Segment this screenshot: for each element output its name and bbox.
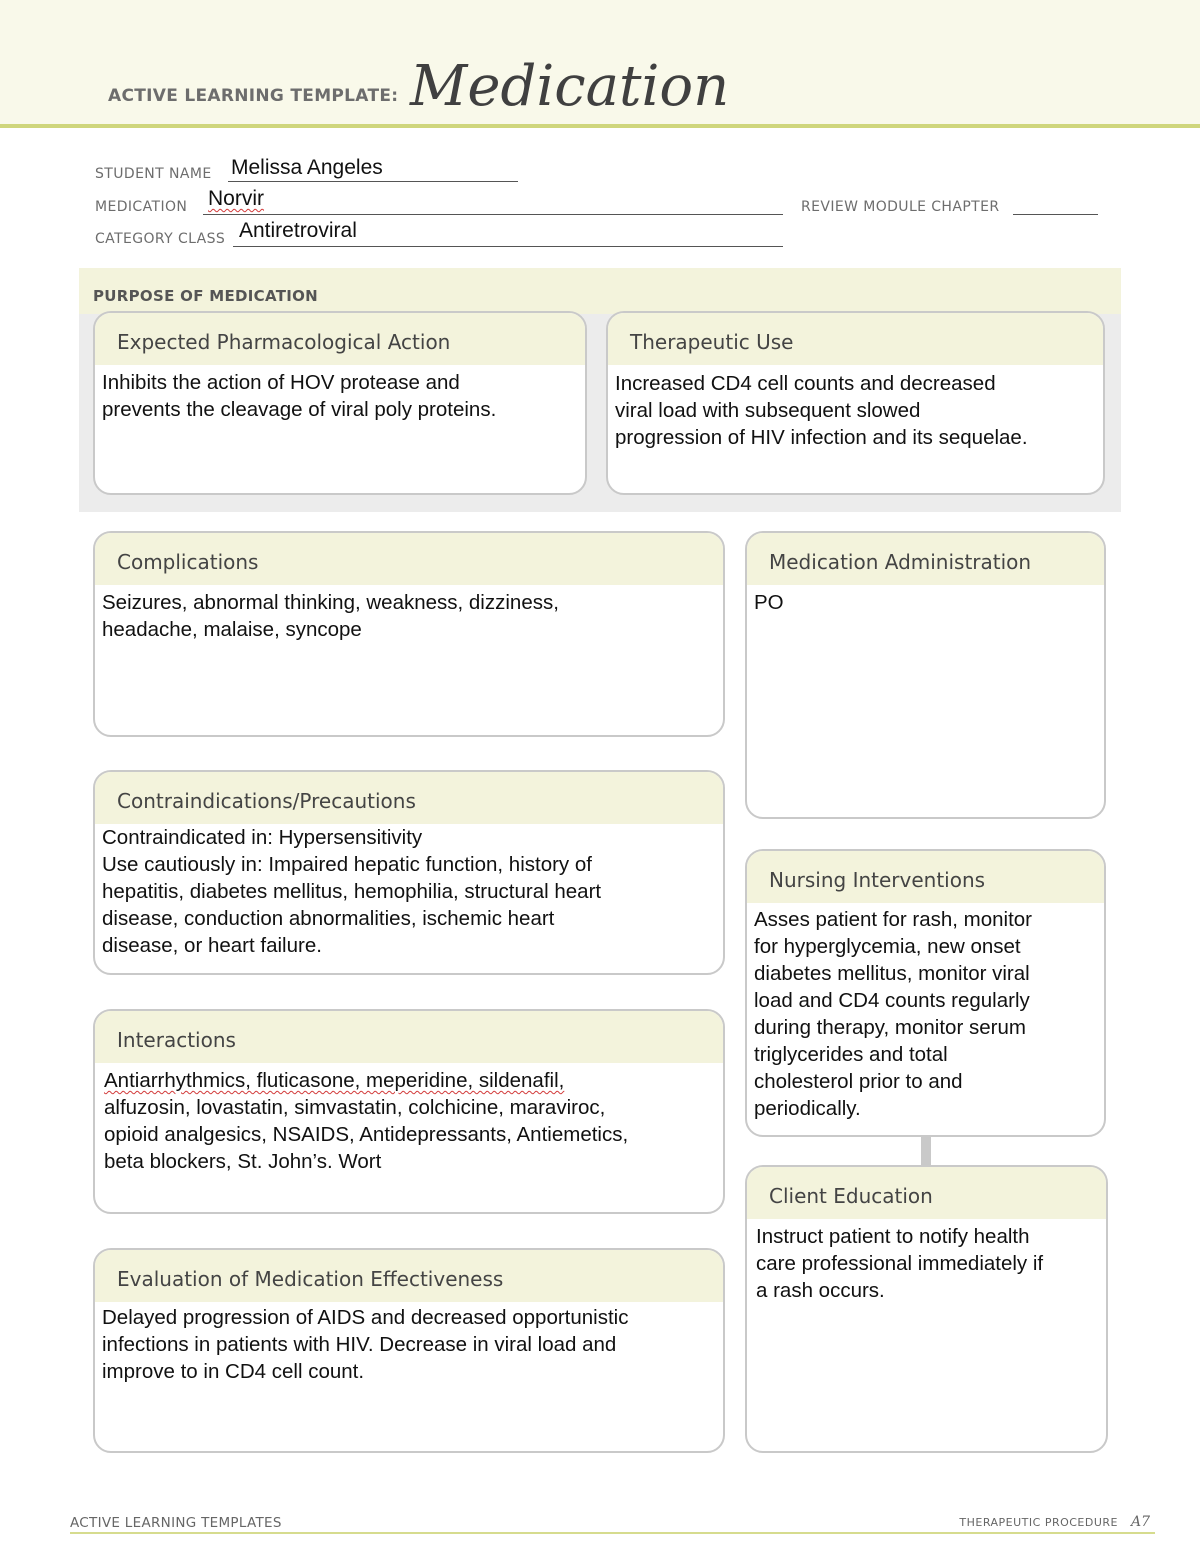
- medication-value[interactable]: Norvir: [208, 187, 264, 210]
- text-line: infections in patients with HIV. Decrease in viral load and: [102, 1333, 617, 1356]
- footer-right: THERAPEUTIC PROCEDURE: [959, 1516, 1118, 1529]
- nursing-interventions-title: Nursing Interventions: [747, 851, 1104, 903]
- text-line: Delayed progression of AIDS and decreased opportunistic: [102, 1306, 629, 1329]
- category-class-line: [233, 246, 783, 247]
- purpose-title: PURPOSE OF MEDICATION: [93, 287, 319, 305]
- text-line: diabetes mellitus, monitor viral: [754, 962, 1030, 985]
- administration-text: [747, 585, 1104, 616]
- contraindications-title: Contraindications/Precautions: [95, 772, 723, 824]
- text-line: cholesterol prior to and: [754, 1070, 963, 1093]
- text-line: a rash occurs.: [756, 1279, 885, 1302]
- text-line: Use cautiously in: Impaired hepatic function, history of: [102, 853, 592, 876]
- category-class-label: CATEGORY CLASS: [95, 231, 226, 247]
- text-line: Contraindicated in: Hypersensitivity: [102, 826, 423, 849]
- box-connector: [921, 1136, 931, 1166]
- header-rule: [0, 124, 1200, 128]
- text-line: alfuzosin, lovastatin, simvastatin, colchicine, maraviroc,: [104, 1096, 606, 1119]
- administration-box[interactable]: [745, 531, 1106, 819]
- review-module-label: REVIEW MODULE CHAPTER: [801, 199, 1000, 215]
- text-line: care professional immediately if: [756, 1252, 1044, 1275]
- therapeutic-use-text: [608, 365, 1103, 451]
- review-module-line[interactable]: [1013, 214, 1098, 215]
- student-name-value[interactable]: Melissa Angeles: [231, 156, 383, 179]
- text-line: triglycerides and total: [754, 1043, 948, 1066]
- nursing-interventions-text: [747, 903, 1104, 1122]
- medication-line: [203, 214, 783, 215]
- text-line: prevents the cleavage of viral poly proteins.: [102, 398, 497, 421]
- therapeutic-use-title: Therapeutic Use: [608, 313, 1103, 365]
- text-line: progression of HIV infection and its sequelae.: [615, 426, 1028, 449]
- client-education-text: [747, 1219, 1106, 1304]
- text-line: for hyperglycemia, new onset: [754, 935, 1021, 958]
- text-line: improve to in CD4 cell count.: [102, 1360, 365, 1383]
- medication-label: MEDICATION: [95, 199, 188, 215]
- text-line: Asses patient for rash, monitor: [754, 908, 1033, 931]
- footer-left: ACTIVE LEARNING TEMPLATES: [70, 1515, 282, 1531]
- text-line: hepatitis, diabetes mellitus, hemophilia, structural heart: [102, 880, 602, 903]
- complications-title: Complications: [95, 533, 723, 585]
- client-education-title: Client Education: [747, 1167, 1106, 1219]
- template-label: ACTIVE LEARNING TEMPLATE:: [108, 86, 399, 106]
- footer-rule: [70, 1532, 1155, 1534]
- administration-title: Medication Administration: [747, 533, 1104, 585]
- text-line: Instruct patient to notify health: [756, 1225, 1030, 1248]
- expected-action-box[interactable]: [93, 311, 587, 495]
- expected-action-title: Expected Pharmacological Action: [95, 313, 585, 365]
- evaluation-text: [95, 1302, 723, 1385]
- text-line: during therapy, monitor serum: [754, 1016, 1026, 1039]
- text-line: disease, or heart failure.: [102, 934, 322, 957]
- student-name-line: [228, 181, 518, 182]
- page-number: A7: [1130, 1514, 1150, 1530]
- complications-box[interactable]: [93, 531, 725, 737]
- interactions-text: [95, 1063, 723, 1175]
- interactions-box[interactable]: [93, 1009, 725, 1214]
- therapeutic-use-box[interactable]: [606, 311, 1105, 495]
- text-line: viral load with subsequent slowed: [615, 399, 921, 422]
- text-line: beta blockers, St. John’s. Wort: [104, 1150, 382, 1173]
- text-line: periodically.: [754, 1097, 861, 1120]
- complications-text: [95, 585, 723, 643]
- nursing-interventions-box[interactable]: [745, 849, 1106, 1137]
- text-line: Increased CD4 cell counts and decreased: [615, 372, 996, 395]
- text-line: PO: [754, 591, 784, 614]
- text-line: disease, conduction abnormalities, ischemic heart: [102, 907, 555, 930]
- text-line: headache, malaise, syncope: [102, 618, 362, 641]
- contraindications-box[interactable]: [93, 770, 725, 975]
- evaluation-box[interactable]: [93, 1248, 725, 1453]
- interactions-title: Interactions: [95, 1011, 723, 1063]
- category-class-value[interactable]: Antiretroviral: [239, 219, 357, 242]
- text-line: Seizures, abnormal thinking, weakness, dizziness,: [102, 591, 559, 614]
- student-name-label: STUDENT NAME: [95, 166, 212, 182]
- text-line: Inhibits the action of HOV protease and: [102, 371, 460, 394]
- contraindications-text: [95, 824, 723, 959]
- template-title: Medication: [410, 54, 730, 119]
- evaluation-title: Evaluation of Medication Effectiveness: [95, 1250, 723, 1302]
- text-line: [104, 1067, 715, 1094]
- text-line: opioid analgesics, NSAIDS, Antidepressants, Antiemetics,: [104, 1123, 629, 1146]
- text-line: load and CD4 counts regularly: [754, 989, 1030, 1012]
- client-education-box[interactable]: [745, 1165, 1108, 1453]
- interactions-line-0: Antiarrhythmics, fluticasone, meperidine, sildenafil,: [104, 1069, 565, 1092]
- expected-action-text: [95, 365, 585, 423]
